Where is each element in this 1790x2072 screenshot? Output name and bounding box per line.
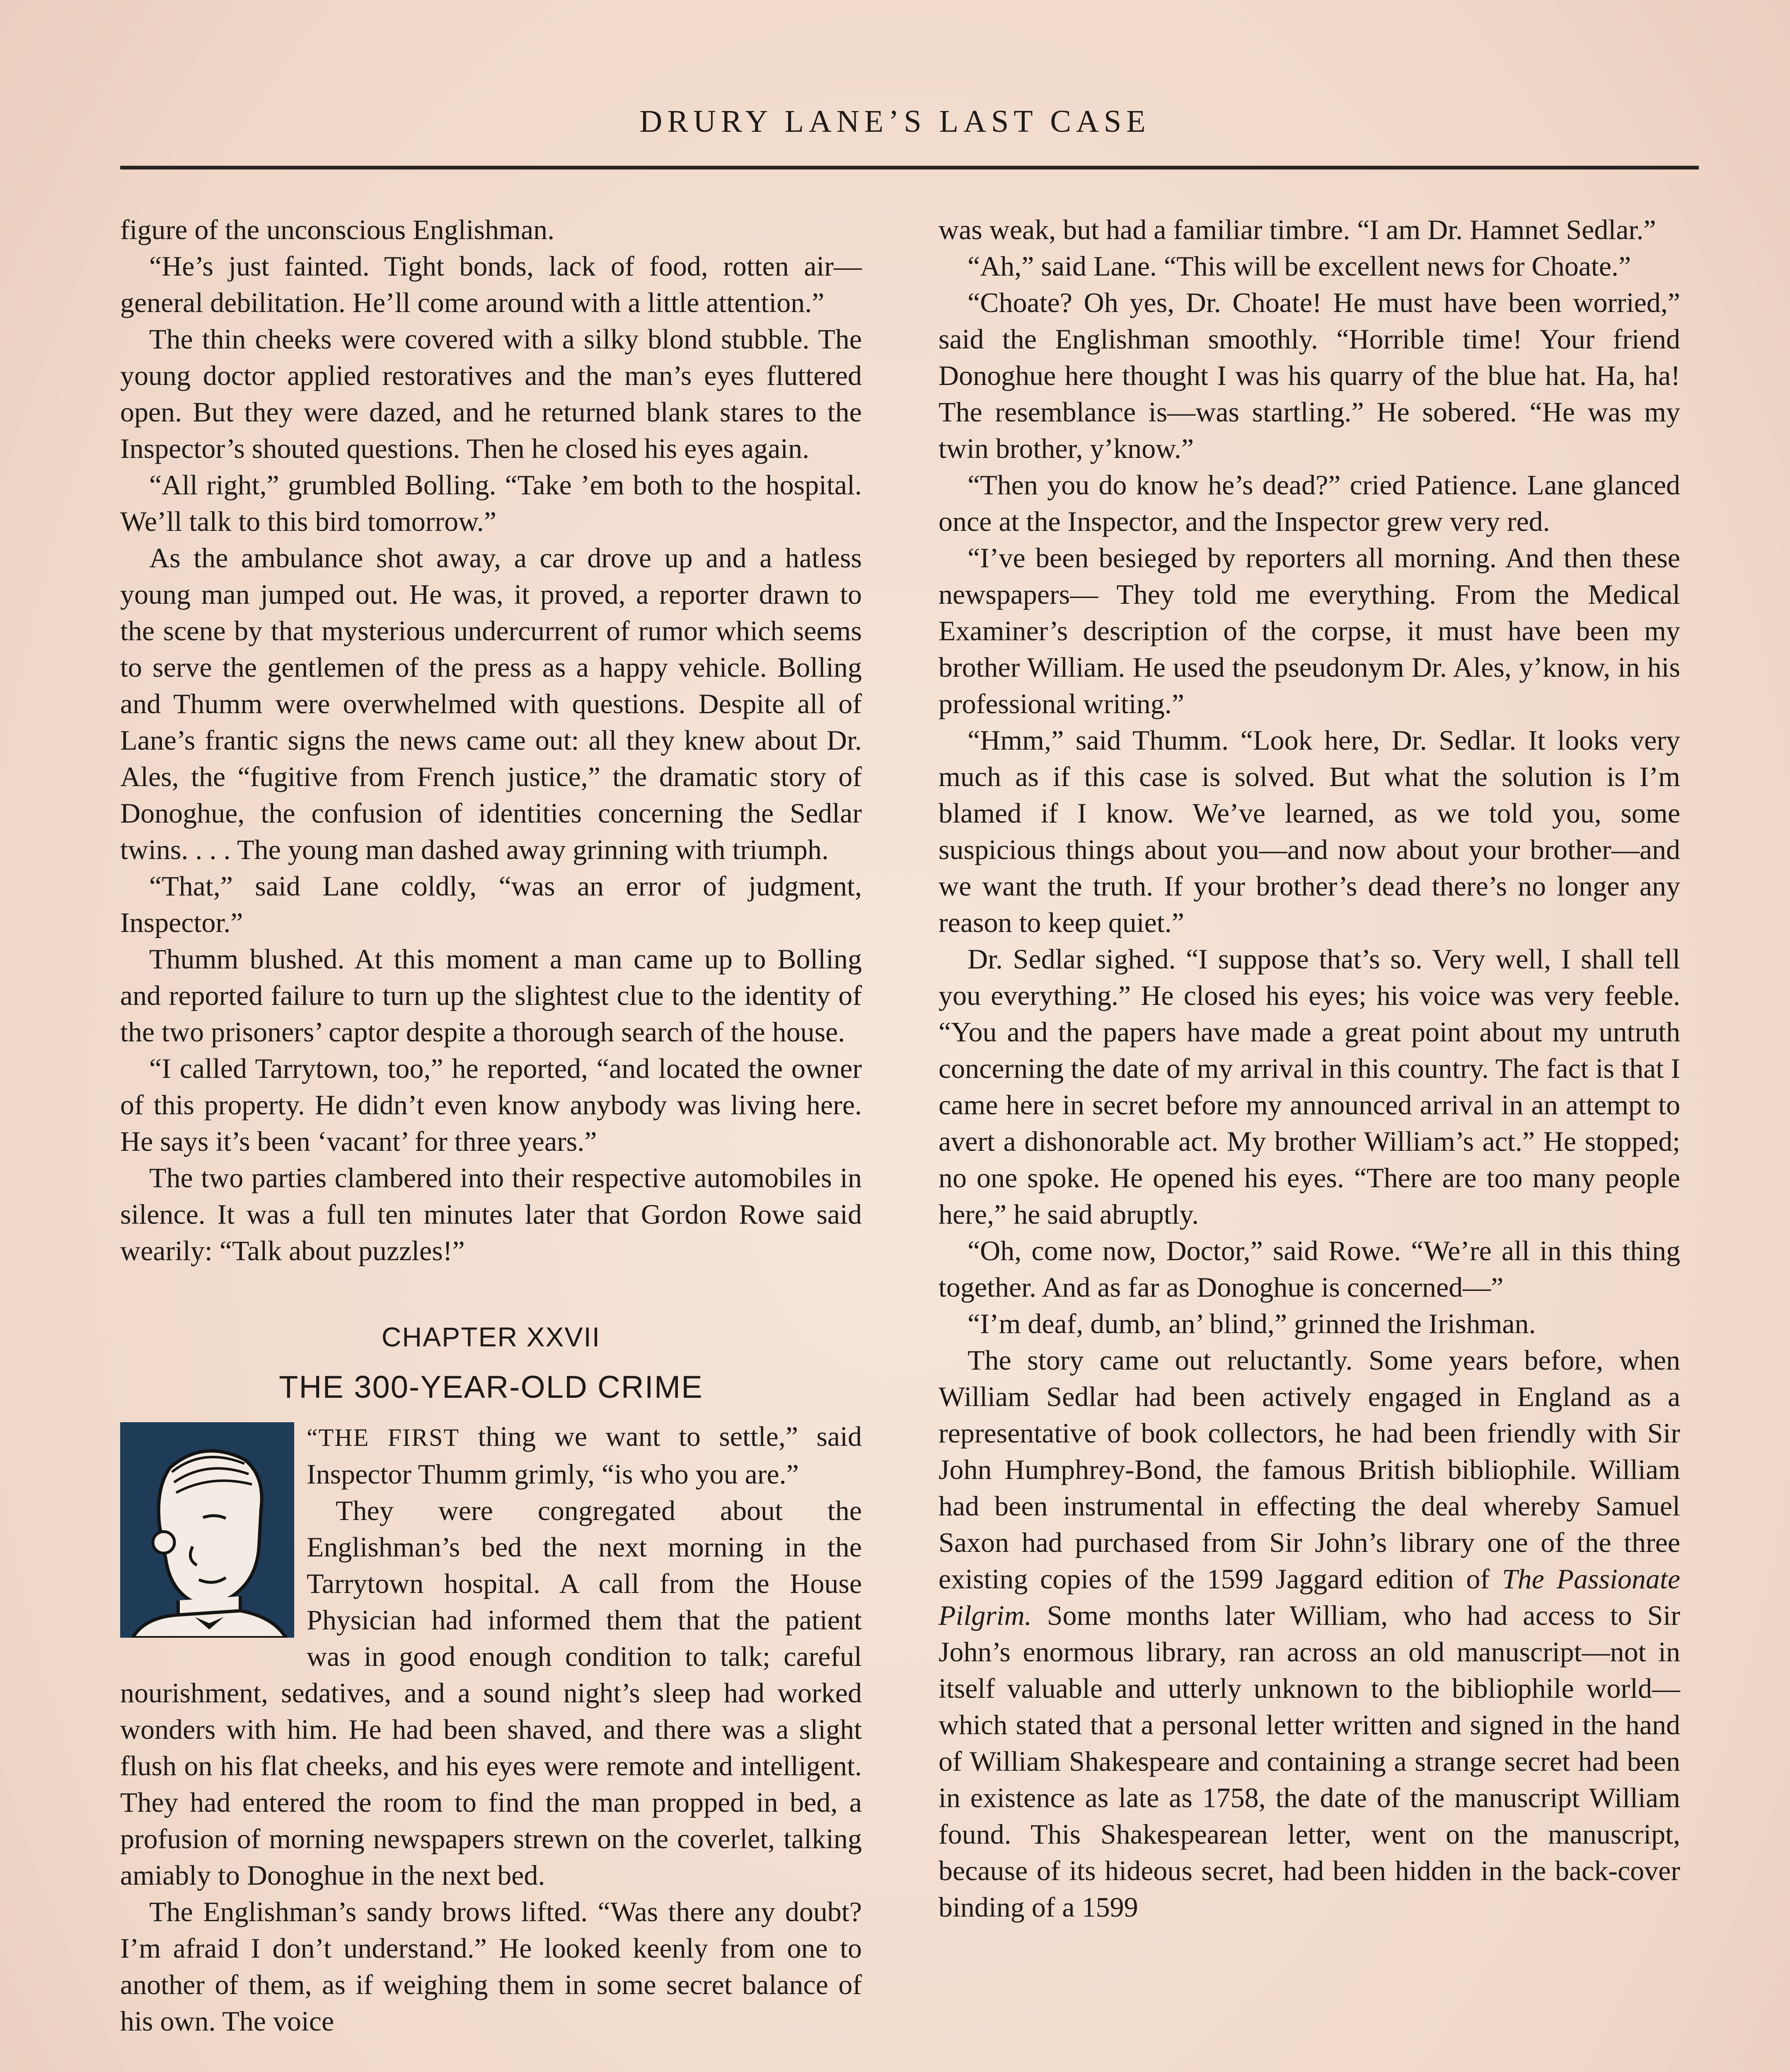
portrait-illustration	[120, 1422, 294, 1638]
paragraph: The Englishman’s sandy brows lifted. “Was there any doubt? I’m afraid I don’t understand.” He looked keenly from one to another of them, as if weighing them in some secret balance of his own. The voice	[120, 1896, 862, 2037]
paragraph-text: The story came out reluctantly. Some years before, when William Sedlar had been actively engaged in England as a representative of book collectors, he had been friendly with Sir John Humphrey-Bond, the famous British bibliophile. William had been instrumental in effecting the deal whereby Samuel Saxon had purchased from Sir John’s library one of the three existing copies of the 1599 Jaggard edition of	[939, 1344, 1680, 1595]
paragraph: Dr. Sedlar sighed. “I suppose that’s so. Very well, I shall tell you everything.” He closed his eyes; his voice was very feeble. “You and the papers have made a great point about my untruth concerning the date of my arrival in this country. The fact is that I came here in secret before my announced arrival in an attempt to avert a dishonorable act. My brother William’s act.” He stopped; no one spoke. He opened his eyes. “There are too many people here,” he said abruptly.	[939, 943, 1680, 1230]
chapter-number: CHAPTER XXVII	[381, 1322, 601, 1352]
paragraph: The thin cheeks were covered with a silky blond stubble. The young doctor applied restoratives and the man’s eyes fluttered open. But they were dazed, and he returned blank stares to the Inspector’s shouted questions. Then he closed his eyes again.	[120, 323, 862, 464]
paragraph: “I called Tarrytown, too,” he reported, “and located the owner of this property. He didn’t even know anybody was living here. He says it’s been ‘vacant’ for three years.”	[120, 1053, 862, 1157]
paragraph: “Then you do know he’s dead?” cried Patience. Lane glanced once at the Inspector, and the Inspector grew very red.	[939, 469, 1680, 537]
paragraph: “I’ve been besieged by reporters all morning. And then these newspapers— They told me everything. From the Medical Examiner’s description of the corpse, it must have been my brother William. He used the pseudonym Dr. Ales, y’know, in his professional writing.”	[939, 542, 1680, 719]
paragraph: “All right,” grumbled Bolling. “Take ’em both to the hospital. We’ll talk to this bird tomorrow.”	[120, 469, 862, 537]
paragraph: Thumm blushed. At this moment a man came up to Bolling and reported failure to turn up the slightest clue to the identity of the two prisoners’ captor despite a thorough search of the house.	[120, 943, 862, 1048]
paragraph: “Oh, come now, Doctor,” said Rowe. “We’re all in this thing together. And as far as Donoghue is concerned—”	[939, 1235, 1680, 1303]
paragraph: The two parties clambered into their respective automobiles in silence. It was a full ten minutes later that Gordon Rowe said wearily: “Talk about puzzles!”	[120, 1162, 862, 1266]
left-column	[120, 211, 862, 2039]
header-rule	[120, 166, 1699, 169]
paragraph: “Hmm,” said Thumm. “Look here, Dr. Sedlar. It looks very much as if this case is solved. But what the solution is I’m blamed if I know. We’ve learned, as we told you, some suspicious things about you—and now about your brother—and we want the truth. If your brother’s dead there’s no longer any reason to keep quiet.”	[939, 724, 1680, 938]
man-portrait-icon	[120, 1422, 294, 1638]
paragraph: was weak, but had a familiar timbre. “I am Dr. Hamnet Sedlar.”	[939, 214, 1656, 245]
paragraph: “Choate? Oh yes, Dr. Choate! He must have been worried,” said the Englishman smoothly. “Horrible time! Your friend Donoghue here thought I was his quarry of the blue hat. Ha, ha! The resemblance is—was startling.” He sobered. “He was my twin brother, y’know.”	[939, 287, 1680, 464]
paragraph-text: Some months later William, who had access to Sir John’s enormous library, ran across an old manuscript—not in itself valuable and utterly unknown to the bibliophile world—which stated that a personal letter written and signed in the hand of William Shakespeare and containing a strange secret had been in existence as late as 1758, the date of the manuscript William found. This Shakespearean letter, went on the manuscript, because of its hideous secret, had been hidden in the back-cover binding of a 1599	[939, 1600, 1680, 1923]
chapter-title: THE 300-YEAR-OLD CRIME	[279, 1370, 703, 1405]
right-column	[939, 211, 1680, 1925]
paragraph: figure of the unconscious Englishman.	[120, 214, 555, 245]
paragraph: “I’m deaf, dumb, an’ blind,” grinned the Irishman.	[968, 1308, 1536, 1339]
paragraph: “That,” said Lane coldly, “was an error of judgment, Inspector.”	[120, 870, 862, 938]
running-head: DRURY LANE’S LAST CASE	[639, 104, 1151, 139]
paragraph: “Ah,” said Lane. “This will be excellent news for Choate.”	[968, 250, 1631, 282]
opening-smallcaps: “THE FIRST	[307, 1424, 460, 1451]
paragraph: They were congregated about the Englishman’s bed the next morning in the Tarrytown hospital. A call from the House Physician had informed them that the patient was in good enough condition to talk; careful nourishment, sedatives, and a sound night’s sleep had worked wonders with him. He had been shaved, and there was a slight flush on his flat cheeks, and his eyes were remote and intelligent. They had entered the room to find the man propped in bed, a profusion of morning newspapers strewn on the coverlet, talking amiably to Donoghue in the next bed.	[120, 1495, 862, 1891]
book-title: The Passionate Pilgrim.	[939, 1563, 1681, 1631]
chapter-body	[120, 1418, 862, 2039]
paragraph: “He’s just fainted. Tight bonds, lack of food, rotten air—general debilitation. He’ll come around with a little attention.”	[120, 250, 862, 318]
paragraph: As the ambulance shot away, a car drove up and a hatless young man jumped out. He was, it proved, a reporter drawn to the scene by that mysterious undercurrent of rumor which seems to serve the gentlemen of the press as a happy vehicle. Bolling and Thumm were overwhelmed with questions. Despite all of Lane’s frantic signs the news came out: all they knew about Dr. Ales, the “fugitive from French justice,” the dramatic story of Donoghue, the confusion of identities concerning the Sedlar twins. . . . The young man dashed away grinning with triumph.	[120, 542, 862, 865]
opening-rest: thing we want to settle,” said Inspector Thumm grimly, “is who you are.”	[307, 1421, 862, 1490]
paragraph	[939, 1342, 1680, 1925]
